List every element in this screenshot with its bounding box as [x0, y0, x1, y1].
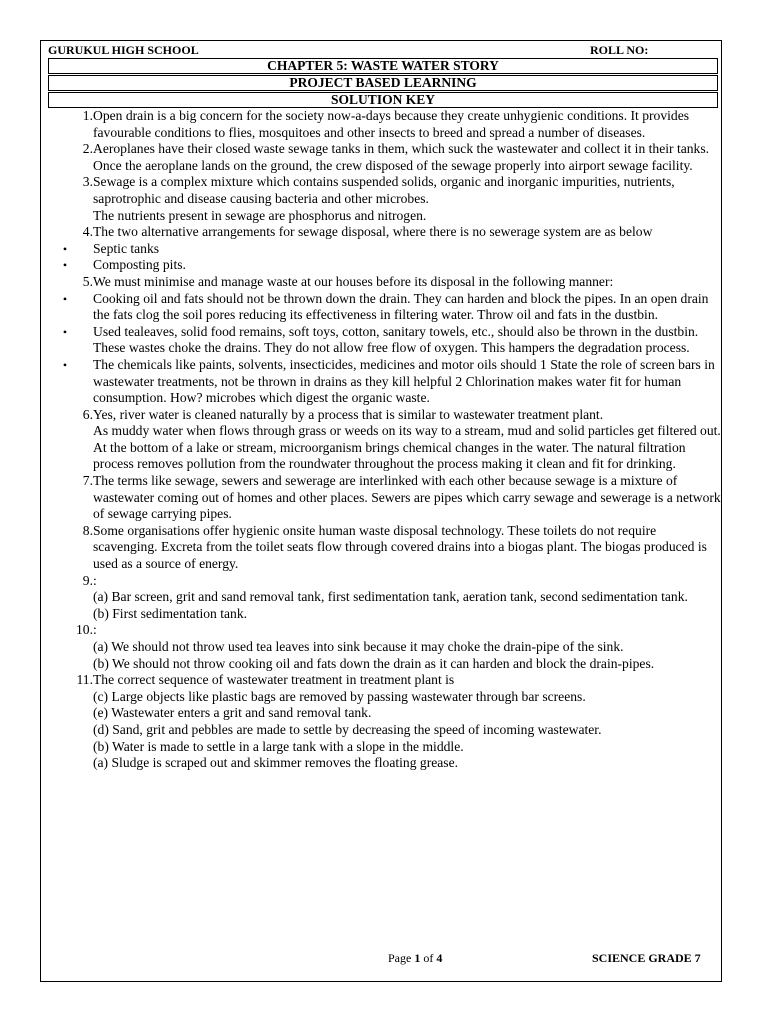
answer-text: (a) We should not throw used tea leaves into sink because it may choke the drain-pipe of the sink.: [93, 639, 624, 654]
answer-text: Used tealeaves, solid food remains, soft toys, cotton, sanitary towels, etc., should also be thrown in the dustbin. These wastes choke the drains. They do not allow free flow of oxygen. This hampers the degradation process.: [93, 323, 699, 356]
bullet-item: [52, 291, 722, 324]
answer-number: 5.: [82, 273, 93, 289]
answer-number: 3.: [82, 174, 93, 190]
bullet-item: [52, 257, 722, 274]
school-name: GURUKUL HIGH SCHOOL: [48, 43, 199, 57]
answer-text: Once the aeroplane lands on the ground, the crew disposed of the sewage properly into airport sewage facility.: [93, 157, 693, 173]
answer-text: (a) Bar screen, grit and sand removal tank, first sedimentation tank, aeration tank, second sedimentation tank.: [93, 589, 688, 605]
answer-item: [52, 174, 722, 224]
bullet-marker: •: [62, 324, 68, 339]
answer-item: [52, 407, 722, 473]
answer-item: [52, 672, 722, 772]
answer-number: 11.: [76, 672, 93, 688]
answer-number: 1.: [82, 108, 93, 123]
bullet-item: [52, 357, 722, 407]
answer-item: [52, 274, 722, 291]
answer-text: Septic tanks: [93, 240, 160, 256]
answer-item: [52, 523, 722, 573]
answer-text: (c) Large objects like plastic bags are removed by passing wastewater through bar screens.: [93, 688, 586, 704]
bullet-marker: •: [62, 357, 68, 372]
answer-text: The correct sequence of wastewater treatment in treatment plant is: [93, 672, 455, 688]
subject-grade: SCIENCE GRADE 7: [592, 951, 701, 965]
project-title: PROJECT BASED LEARNING: [48, 75, 718, 91]
answer-text: The chemicals like paints, solvents, insecticides, medicines and motor oils should 1 State the role of screen bars in wastewater treatments, not be thrown in drains as they kill helpful 2 Chlorination makes water fit for human consumption. How? microbes which digest the organic waste.: [93, 356, 715, 406]
answer-item: [52, 622, 722, 672]
answer-item: [52, 473, 722, 523]
answer-text: (b) We should not throw cooking oil and fats down the drain as it can harden and block the drain-pipes.: [93, 655, 655, 671]
answer-text: Cooking oil and fats should not be thrown down the drain. They can harden and block the pipes. In an open drain the fats clog the soil pores reducing its effectiveness in filtering water. Throw oil and fats in the dustbin.: [93, 290, 709, 323]
answer-text: As muddy water when flows through grass or weeds on its way to a stream, mud and solid particles get filtered out. At the bottom of a lake or stream, microorganism brings chemical changes in the water. The natural filtration process removes pollution from the roundwater throughout the process making it clean and fit for drinking.: [93, 423, 721, 472]
bullet-marker: •: [62, 258, 68, 273]
answer-text: Open drain is a big concern for the society now-a-days because they create unhygienic conditions. It provides favourable conditions to flies, mosquitoes and other insects to breed and spread a number of diseases.: [93, 108, 690, 140]
answer-number: 10.: [76, 622, 93, 638]
bullet-item: [52, 241, 722, 258]
answer-item: [52, 224, 722, 241]
chapter-title: CHAPTER 5: WASTE WATER STORY: [48, 58, 718, 74]
answer-text: Some organisations offer hygienic onsite human waste disposal technology. These toilets do not require scavenging. Excreta from the toilet seats flow through covered drains into a biogas plant. The biogas produced is used as a source of energy.: [93, 522, 707, 572]
answer-text: The nutrients present in sewage are phosphorus and nitrogen.: [93, 207, 427, 223]
answer-text: :: [93, 622, 97, 638]
answer-text: Yes, river water is cleaned naturally by a process that is similar to wastewater treatment plant.: [93, 406, 604, 422]
answer-text: The terms like sewage, sewers and sewerage are interlinked with each other because sewage is a mixture of wastewater coming out of homes and other places. Sewers are pipes which carry sewage and sewerage is a network of sewage carrying pipes.: [93, 473, 721, 522]
answer-number: 6.: [82, 406, 93, 422]
bullet-marker: •: [62, 241, 68, 256]
answer-text: Composting pits.: [93, 257, 186, 273]
answer-text: Aeroplanes have their closed waste sewage tanks in them, which suck the wastewater and collect it in their tanks.: [93, 141, 710, 157]
answer-item: [52, 108, 722, 141]
answer-number: 7.: [82, 473, 93, 489]
answer-number: 4.: [82, 224, 93, 240]
answer-item: [52, 573, 722, 623]
answer-text: :: [93, 572, 97, 588]
answer-item: [52, 141, 722, 174]
answer-number: 2.: [82, 141, 93, 157]
bullet-marker: •: [62, 291, 68, 306]
answer-text: (e) Wastewater enters a grit and sand removal tank.: [93, 705, 372, 721]
roll-number-label: ROLL NO:: [590, 43, 649, 57]
answer-list: [52, 108, 722, 772]
answer-text: We must minimise and manage waste at our houses before its disposal in the following manner:: [93, 273, 614, 289]
bullet-item: [52, 324, 722, 357]
answer-number: 8.: [82, 522, 93, 538]
answer-text: (b) First sedimentation tank.: [93, 605, 248, 621]
answer-text: The two alternative arrangements for sewage disposal, where there is no sewerage system are as below: [93, 224, 653, 240]
answer-text: (a) Sludge is scraped out and skimmer removes the floating grease.: [93, 755, 459, 771]
answer-text: Sewage is a complex mixture which contains suspended solids, organic and inorganic impurities, nutrients, saprotrophic and disease causing bacteria and other microbes.: [93, 174, 675, 206]
page-number: Page 1 of 4: [388, 951, 443, 965]
answer-text: (d) Sand, grit and pebbles are made to settle by decreasing the speed of incoming wastewater.: [93, 721, 602, 737]
answer-text: (b) Water is made to settle in a large tank with a slope in the middle.: [93, 738, 464, 754]
solution-key-title: SOLUTION KEY: [48, 92, 718, 108]
answer-number: 9.: [82, 572, 93, 588]
